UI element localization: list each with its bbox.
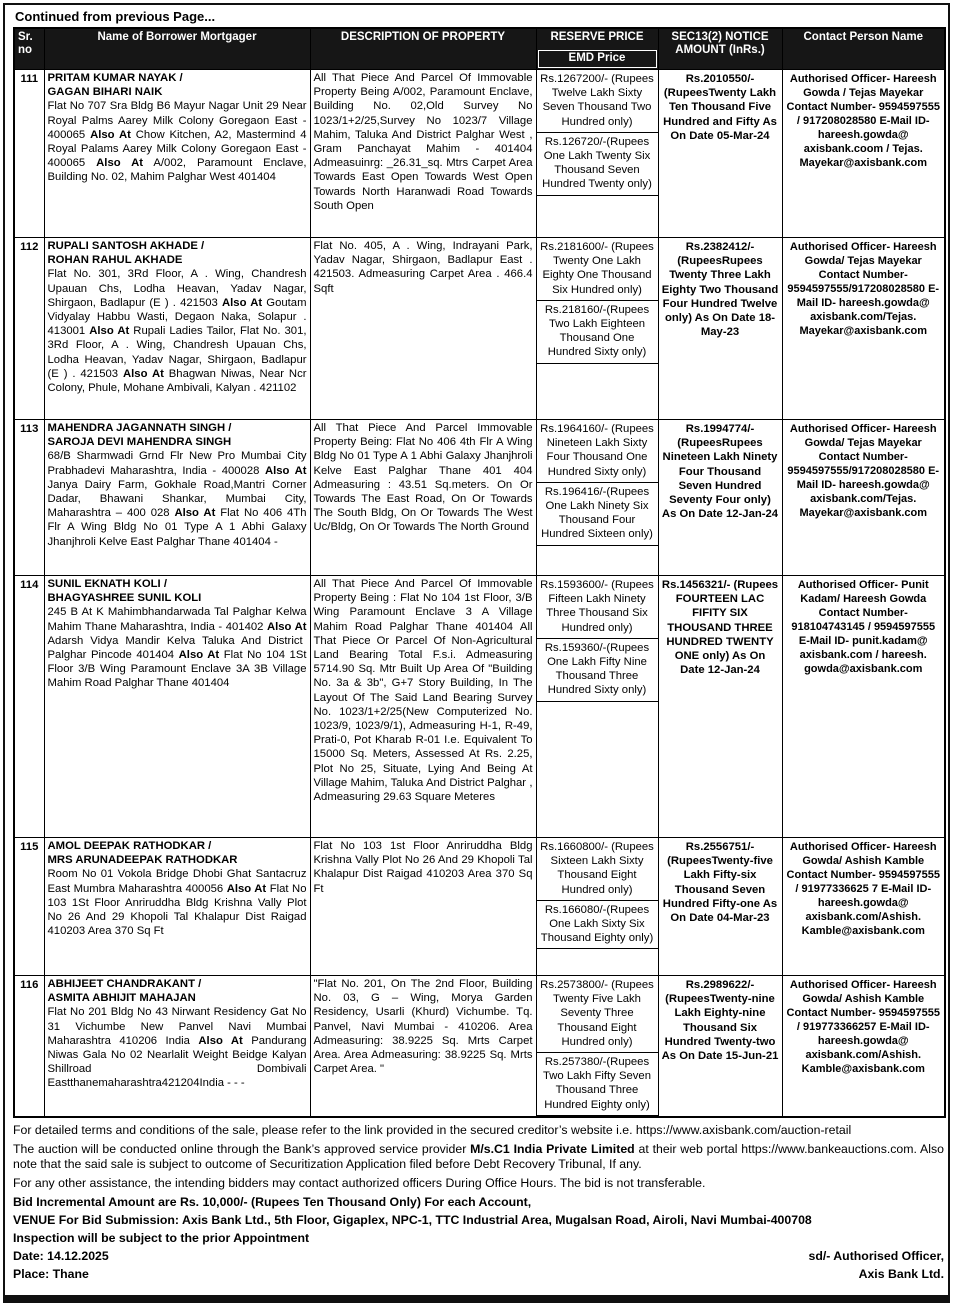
contact-person-cell: Authorised Officer- Hareesh Gowda/ Ashish Kamble Contact Number- 9594597555 / 91977336625 7 E-Mail ID- hareesh.gowda@ axisbank.com/Ashish. Kamble@axisbank.com — [782, 838, 945, 976]
borrower-address: Room No 01 Vokola Bridge Dhobi Ghat Santacruz East Mumbra Maharashtra 400056 Also At Flat No 103 1St Floor Anriruddha Bldg Krishna Vally Plot No 26 And 29 Khopoli Tal Khalapur Dist Raigad 410203 Area 370 Sq Ft — [47, 868, 307, 938]
assistance-line: For any other assistance, the intending bidders may contact authorized officers During Office Hours. The bid is not transferable. — [13, 1175, 706, 1190]
table-header-row — [14, 28, 945, 70]
price-cell — [536, 420, 658, 576]
borrower-name: SAROJA DEVI MAHENDRA SINGH — [47, 436, 232, 449]
sr-cell: 116 — [14, 976, 44, 1117]
borrower-address: 68/B Sharmwadi Grnd Flr New Pro Mumbai City Prabhadevi Maharashtra, India - 400028 Also At Janya Dairy Farm, Gokhale Road,Mantri Corner Dadar, Bhawani Shankar, Mumbai City, Maharashtra – 400 028 Also At Flat No 406 4Th Flr A Wing Bldg No 01 Type A 1 Abhi Galaxy Jhanjhroli Kelve East Palghar Thane 401404 - — [47, 450, 307, 548]
contact-person-cell: Authorised Officer- Punit Kadam/ Hareesh Gowda Contact Number- 918104743145 / 9594597555 E-Mail ID- punit.kadam@ axisbank.com / hareesh. gowda@axisbank.com — [782, 576, 945, 838]
sr-cell: 112 — [14, 238, 44, 420]
borrower-cell — [44, 70, 310, 238]
borrower-cell — [44, 576, 310, 838]
column-header-notice-amount: SEC13(2) NOTICE AMOUNT (InRs.) — [658, 28, 782, 70]
borrower-name: MRS ARUNADEEPAK RATHODKAR — [47, 854, 238, 867]
reserve-price-value: Rs.2181600/- (Rupees Twenty One Lakh Eighty One Thousand Six Hundred only) — [540, 241, 654, 296]
emd-price-value: Rs.257380/-(Rupees Two Lakh Fifty Seven Thousand Three Hundred Eighty only) — [537, 1052, 658, 1116]
property-description-cell: All That Piece And Parcel Of Immovable Property Being A/002, Paramount Enclave, Building No. 02,Old Survey No 1023/1+2/25,Survey No 1023/7 Village Mahim, Taluka And District Palghar West , Gram Panchayat Mahim - 401404 Admeasuinrg: _26.31_sq. Mtrs Carpet Area Towards East Open Towards West Open Towards North Haranwadi Road Towards South Open — [310, 70, 536, 238]
borrower-address: Flat No 201 Bldg No 43 Nirwant Residency Gat No 31 Vichumbe New Panvel Navi Mumbai Maharashtra 410206 India Also At Pandurang Niwas Gala No 02 Nearlalit Weight Beidge Kalyan Shillroad Dombivali Eastthanemaharashtra421204India - - - — [47, 1006, 307, 1090]
column-header-description: DESCRIPTION OF PROPERTY — [310, 28, 536, 70]
property-description-cell: Flat No. 405, A . Wing, Indrayani Park, Yadav Nagar, Shirgaon, Badlapur East . 421503. Admeasuring Carpet Area . 466.4 Sqft — [310, 238, 536, 420]
borrower-name: PRITAM KUMAR NAYAK / — [47, 72, 183, 84]
emd-price-value: Rs.126720/-(Rupees One Lakh Twenty Six Thousand Seven Hundred Twenty only) — [537, 132, 658, 196]
price-cell — [536, 70, 658, 238]
venue-line: VENUE For Bid Submission: Axis Bank Ltd., 5th Floor, Gigaplex, NPC-1, TTC Industrial Area, Mugalsan Road, Airoli, Navi Mumbai-400708 — [13, 1212, 812, 1227]
auction-provider-line: The auction will be conducted online through the Bank’s approved service provider M/s.C1 India Private Limited at their web portal https://www.bankeauctions.com. Also note that the said sale is subject to outcome of Securitization Application filed before Debt Recovery Tribunal, If any. — [13, 1141, 944, 1171]
borrower-name: GAGAN BIHARI NAIK — [47, 86, 163, 99]
table-row — [14, 976, 945, 1117]
price-cell — [536, 576, 658, 838]
sr-header-line2: no — [18, 44, 33, 56]
borrower-name: BHAGYASHREE SUNIL KOLI — [47, 592, 202, 605]
date-label: Date: 14.12.2025 — [13, 1248, 109, 1263]
table-row — [14, 420, 945, 576]
price-cell — [536, 238, 658, 420]
table-row — [14, 576, 945, 838]
borrower-address: 245 B At K Mahimbhandarwada Tal Palghar Kelwa Mahim Thane Maharashtra, India - 401402 Also At Adarsh Vidya Mandir Kelva Taluka And District Palghar Pincode 401404 Also At Flat No 104 1St Floor 3/B Wing Paramount Enclave 3A 3B Village Mahim Road Palghar Thane 401404 — [47, 606, 307, 690]
terms-line: For detailed terms and conditions of the sale, please refer to the link provided in the secured creditor’s website i.e. https://www.axisbank.com/auction-retail — [13, 1122, 852, 1137]
table-row — [14, 238, 945, 420]
sr-cell: 115 — [14, 838, 44, 976]
column-header-borrower: Name of Borrower Mortgager — [44, 28, 310, 70]
column-header-sr — [14, 28, 44, 70]
contact-person-cell: Authorised Officer- Hareesh Gowda/ Ashish Kamble Contact Number- 9594597555 / 919773366257 E-Mail ID- hareesh.gowda@ axisbank.com/Ashish. Kamble@axisbank.com — [782, 976, 945, 1117]
table-row — [14, 70, 945, 238]
notice-amount-cell: Rs.2382412/- (RupeesRupees Twenty Three Lakh Eighty Two Thousand Four Hundred Twelve only) As On Date 18-May-23 — [658, 238, 782, 420]
property-description-cell: "Flat No. 201, On The 2nd Floor, Building No. 03, G – Wing, Morya Garden Residency, Usarli (Khurd) Vichumbe. Tq. Panvel, Navi Mumbai - 410206. Area Admeasuring: 38.9225 Sq. Mrts Carpet Area. Area Admeasuring: 38.9225 Sq. Mrts Carpet Area. " — [310, 976, 536, 1117]
borrower-name: SUNIL EKNATH KOLI / — [47, 578, 167, 590]
borrower-name: AMOL DEEPAK RATHODKAR / — [47, 840, 212, 852]
signature-bank: Axis Bank Ltd. — [858, 1266, 944, 1281]
reserve-price-value: Rs.1267200/- (Rupees Twelve Lakh Sixty Seven Thousand Two Hundred only) — [540, 73, 654, 128]
column-header-contact: Contact Person Name — [782, 28, 945, 70]
borrower-name: ABHIJEET CHANDRAKANT / — [47, 978, 202, 990]
emd-price-header-label: EMD Price — [538, 50, 657, 68]
notice-amount-cell: Rs.2989622/- (RupeesTwenty-nine Lakh Eighty-nine Thousand Six Hundred Twenty-two As On Date 15-Jun-21 — [658, 976, 782, 1117]
borrower-address: Flat No. 301, 3Rd Floor, A . Wing, Chandresh Upauan Chs, Lodha Heavan, Yadav Nagar, Shirgaon, Badlapur (E ) . 421503 Also At Goutam Vidyalay Habbu Wasti, Degaon Naka, Solapur . 413001 Also At Rupali Ladies Tailor, Flat No. 301, 3Rd Floor, A . Wing, Chandresh Upauan Chs, Lodha Heavan, Yadav Nagar, Shirgaon, Badlapur (E ) . 421503 Also At Bhagwan Niwas, Near Ncr Colony, Phule, Mohane Ambivali, Kalyan . 421102 — [47, 268, 307, 395]
bid-increment-line: Bid Incremental Amount are Rs. 10,000/- (Rupees Ten Thousand Only) For each Account, — [13, 1194, 532, 1209]
auction-table — [13, 27, 946, 1118]
sr-cell: 113 — [14, 420, 44, 576]
table-row — [14, 838, 945, 976]
signature-officer: sd/- Authorised Officer, — [808, 1248, 944, 1263]
price-cell — [536, 976, 658, 1117]
notice-amount-cell: Rs.2556751/- (RupeesTwenty-five Lakh Fifty-six Thousand Seven Hundred Fifty-one As On Date 04-Mar-23 — [658, 838, 782, 976]
borrower-name: ASMITA ABHIJIT MAHAJAN — [47, 992, 196, 1005]
borrower-name: RUPALI SANTOSH AKHADE / — [47, 240, 205, 252]
notice-amount-cell: Rs.2010550/- (RupeesTwenty Lakh Ten Thousand Five Hundred and Fifty As On Date 05-Mar-24 — [658, 70, 782, 238]
property-description-cell: Flat No 103 1st Floor Anriruddha Bldg Krishna Vally Plot No 26 And 29 Khopoli Tal Khalapur Dist Raigad 410203 Area 370 Sq Ft — [310, 838, 536, 976]
emd-price-value: Rs.196416/-(Rupees One Lakh Ninety Six Thousand Four Hundred Sixteen only) — [537, 482, 658, 546]
page-frame — [3, 3, 950, 1303]
contact-person-cell: Authorised Officer- Hareesh Gowda/ Tejas Mayekar Contact Number- 9594597555/917208028580 E-Mail ID- hareesh.gowda@ axisbank.com/Tejas. Mayekar@axisbank.com — [782, 420, 945, 576]
sr-header-line1: Sr. — [18, 31, 33, 43]
emd-price-value: Rs.218160/-(Rupees Two Lakh Eighteen Thousand One Hundred Sixty only) — [537, 300, 658, 364]
borrower-address: Flat No 707 Sra Bldg B6 Mayur Nagar Unit 29 Near Royal Palms Aarey Milk Colony Goregaon East - 400065 Also At Chow Kitchen, A2, Mastermind 4 Royal Palams Aarey Milk Colony Goregaon East - 400065 Also At A/002, Paramount Enclave, Building No. 02, Mahim Palghar West 401404 — [47, 100, 307, 184]
emd-price-value: Rs.159360/-(Rupees One Lakh Fifty Nine Thousand Three Hundred Sixty only) — [537, 638, 658, 702]
emd-price-value: Rs.166080/-(Rupees One Lakh Sixty Six Thousand Eighty only) — [537, 900, 658, 950]
contact-person-cell: Authorised Officer- Hareesh Gowda / Tejas Mayekar Contact Number- 9594597555 / 917208028580 E-Mail ID- hareesh.gowda@ axisbank.coom / Tejas. Mayekar@axisbank.com — [782, 70, 945, 238]
borrower-name: MAHENDRA JAGANNATH SINGH / — [47, 422, 232, 434]
reserve-price-value: Rs.1964160/- (Rupees Nineteen Lakh Sixty Four Thousand One Hundred Sixty only) — [540, 423, 654, 478]
sr-cell: 114 — [14, 576, 44, 838]
property-description-cell: All That Piece And Parcel Of Immovable Property Being : Flat No 104 1st Floor, 3/B Wing Paramount Enclave 3 A Village Mahim Road Palghar Thane 401404 All That Piece Or Parcel Of Non-Agricultural Land Bearing Total F.s.i. Admeasuring 5714.90 Sq. Mtr Built Up Area Of "Building No. 3a & 3b", G+7 Story Building, In The Layout Of The Said Land Bearing Survey No. 1023/1+2/25(New Computerized No. 1023/9, 1023/9/1), Admeasuring H-1, R-49, Prati-0, Pot Kharab R-01 I.e. Equivalent To 15000 Sq. Meters, Assessed At Rs. 2.25, Plot No 25, Situate, Lying And Being At Village Mahim, Taluka And District Palghar , Admeasuring 29.63 Square Meteres — [310, 576, 536, 838]
borrower-cell — [44, 976, 310, 1117]
contact-person-cell: Authorised Officer- Hareesh Gowda/ Tejas Mayekar Contact Number- 9594597555/917208028580 E-Mail ID- hareesh.gowda@ axisbank.com/Tejas. Mayekar@axisbank.com — [782, 238, 945, 420]
borrower-cell — [44, 238, 310, 420]
notice-amount-cell: Rs.1994774/- (RupeesRupees Nineteen Lakh Ninety Four Thousand Seven Hundred Seventy Four only) As On Date 12-Jan-24 — [658, 420, 782, 576]
continued-note: Continued from previous Page... — [15, 9, 216, 24]
inspection-line: Inspection will be subject to the prior Appointment — [13, 1230, 310, 1245]
sr-cell: 111 — [14, 70, 44, 238]
price-cell — [536, 838, 658, 976]
footer-notes — [13, 1118, 944, 1282]
borrower-cell — [44, 838, 310, 976]
borrower-name: ROHAN RAHUL AKHADE — [47, 254, 183, 267]
property-description-cell: All That Piece And Parcel Immovable Property Being: Flat No 406 4th Flr A Wing Bldg No 01 Type A 1 Abhi Galaxy Jhanjhroli Kelve East Palghar Thane 401 404 Admeasuring : 43.51 Sq.meters. On Or Towards The East Road, On Or Towards The South Bldg, On Or Towards The West Uc/Bldg, On Or Towards The North Ground — [310, 420, 536, 576]
notice-amount-cell: Rs.1456321/- (Rupees FOURTEEN LAC FIFITY SIX THOUSAND THREE HUNDRED TWENTY ONE only) As On Date 12-Jan-24 — [658, 576, 782, 838]
borrower-cell — [44, 420, 310, 576]
reserve-price-header-label: RESERVE PRICE — [550, 31, 644, 43]
reserve-price-value: Rs.1660800/- (Rupees Sixteen Lakh Sixty Thousand Eight Hundred only) — [540, 841, 654, 896]
reserve-price-value: Rs.1593600/- (Rupees Fifteen Lakh Ninety Three Thousand Six Hundred only) — [540, 579, 654, 634]
column-header-reserve-price — [536, 28, 658, 70]
place-label: Place: Thane — [13, 1266, 89, 1281]
reserve-price-value: Rs.2573800/- (Rupees Twenty Five Lakh Seventy Three Thousand Eight Hundred only) — [540, 979, 654, 1048]
